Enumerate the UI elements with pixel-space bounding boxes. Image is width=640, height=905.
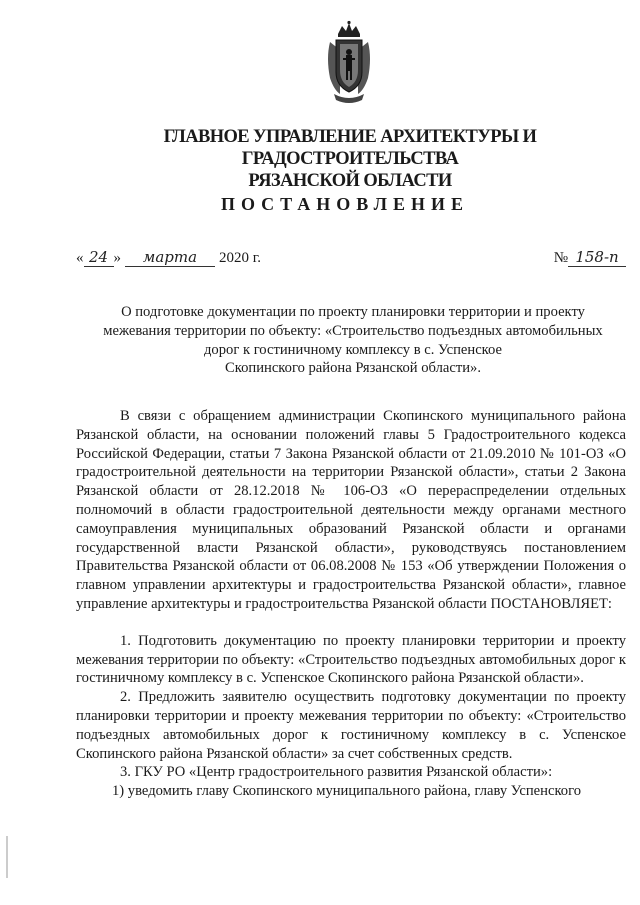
document-number	[554, 248, 626, 267]
coat-of-arms-icon	[324, 20, 374, 120]
date-day: 24	[84, 248, 114, 267]
item-1-paragraph: 1. Подготовить документацию по проекту планировки территории и проекту межевания территории по объекту: «Строительство подъездных автомобильных дорог к гостиничному комплексу в с. Успенское Скопинского района Рязанской области».	[76, 632, 626, 687]
number-prefix: №	[553, 250, 568, 266]
subject-line-4: Скопинского района Рязанской области».	[225, 360, 481, 377]
number-value: 158-п	[568, 248, 626, 267]
scan-edge-mark	[6, 836, 8, 878]
date-year: 2020 г.	[219, 250, 261, 266]
item-2-paragraph: 2. Предложить заявителю осуществить подготовку документации по проекту планировки территории и проекту межевания территории по объекту: «Строительство подъездных автомобильных дорог к гостиничному комплексу в с. Успенское Скопинского района Рязанской области» за счет собственных средств.	[76, 689, 626, 762]
document-date	[76, 248, 261, 267]
subject-line-1: О подготовке документации по проекту планировки территории и проекту	[121, 304, 585, 320]
item-3-paragraph: 3. ГКУ РО «Центр градостроительного развития Рязанской области»:	[120, 764, 553, 781]
item-3-subitem-1: 1) уведомить главу Скопинского муниципального района, главу Успенского	[112, 783, 582, 800]
organization-title	[60, 126, 640, 192]
preamble-paragraph: В связи с обращением администрации Скопинского муниципального района Рязанской области, на основании положений главы 5 Градостроительного кодекса Российской Федерации, статьи 7 Закона Рязанской области от 21.09.2010 № 101-ОЗ «О градостроительной деятельности на территории Рязанской области», статьи 2 Закона Рязанской области от 28.12.2018 № 106-ОЗ «О перераспределении отдельных полномочий в области градостроительной деятельности между органами местного самоуправления муниципальных образований Рязанской области и органами государственной власти Рязанской области», руководствуясь постановлением Правительства Рязанской области от 06.08.2008 № 153 «Об утверждении Положения о главном управлении архитектуры и градостроительства Рязанской области», главное управление архитектуры и градостроительства Рязанской области ПОСТАНОВЛЯЕТ:	[76, 408, 626, 612]
document-subject	[82, 303, 624, 378]
organization-title-line-1: ГЛАВНОЕ УПРАВЛЕНИЕ АРХИТЕКТУРЫ И ГРАДОСТРОИТЕЛЬСТВА	[163, 127, 537, 169]
date-quote-open: «	[76, 250, 84, 266]
date-quote-close: »	[113, 250, 121, 266]
document-type-heading: ПОСТАНОВЛЕНИЕ	[220, 194, 470, 214]
date-and-number-row	[76, 248, 626, 272]
subject-line-3: дорог к гостиничному комплексу в с. Успенское	[204, 341, 502, 358]
document-body	[76, 407, 626, 801]
date-month: марта	[125, 248, 215, 267]
subject-line-2: межевания территории по объекту: «Строительство подъездных автомобильных	[103, 322, 603, 339]
organization-title-line-2: РЯЗАНСКОЙ ОБЛАСТИ	[248, 171, 452, 191]
